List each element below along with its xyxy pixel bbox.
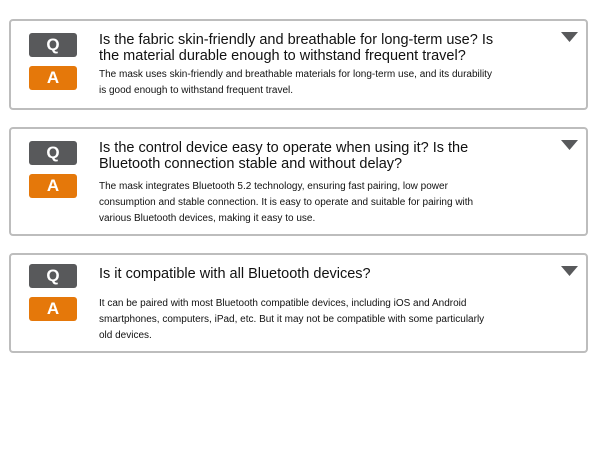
faq-question: Is the control device easy to operate when using it? Is the Bluetooth connection stable and without delay?	[99, 140, 469, 172]
question-badge: Q	[29, 264, 77, 288]
faq-answer: The mask integrates Bluetooth 5.2 technology, ensuring fast pairing, low power consumption and stable connection. It is easy to operate and suitable for pairing with various Bluetooth devices, making it easy to use.	[99, 181, 474, 224]
faq-answer: The mask uses skin-friendly and breathable materials for long-term use, and its durability is good enough to withstand frequent travel.	[99, 69, 492, 96]
faq-item[interactable]	[9, 127, 588, 236]
question-badge: Q	[29, 33, 77, 57]
chevron-down-icon[interactable]	[561, 266, 578, 276]
faq-question: Is the fabric skin-friendly and breathable for long-term use? Is the material durable enough to withstand frequent travel?	[99, 32, 494, 64]
answer-badge: A	[29, 297, 77, 321]
question-badge: Q	[29, 141, 77, 165]
faq-item[interactable]	[9, 19, 588, 110]
faq-answer: It can be paired with most Bluetooth compatible devices, including iOS and Android smartphones, computers, iPad, etc. But it may not be compatible with some particularly old devices.	[99, 298, 485, 341]
answer-badge: A	[29, 174, 77, 198]
faq-question: Is it compatible with all Bluetooth devices?	[99, 266, 371, 282]
chevron-down-icon[interactable]	[561, 32, 578, 42]
answer-badge: A	[29, 66, 77, 90]
faq-item[interactable]	[9, 253, 588, 353]
chevron-down-icon[interactable]	[561, 140, 578, 150]
